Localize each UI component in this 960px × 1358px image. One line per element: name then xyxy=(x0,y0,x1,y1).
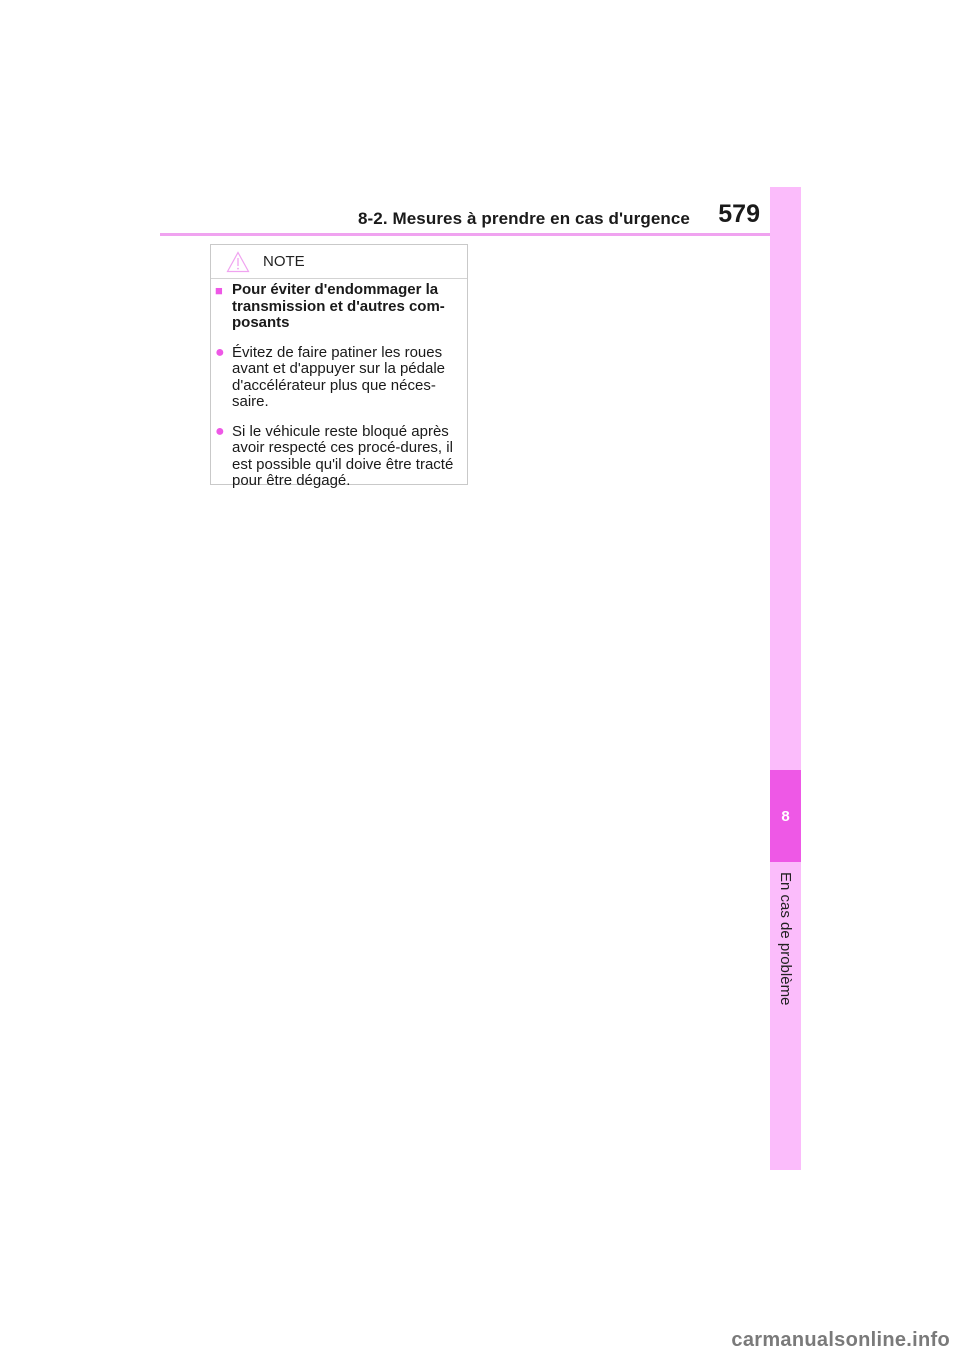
chapter-side-tab xyxy=(770,187,801,1170)
note-heading-text: Pour éviter d'endommager la transmission et d'autres com-posants xyxy=(232,281,445,331)
chapter-title: En cas de problème xyxy=(777,872,794,1006)
footer-watermark: carmanualsonline.info xyxy=(731,1329,950,1351)
note-body xyxy=(211,279,467,490)
note-box xyxy=(210,244,468,489)
page-number: 579 xyxy=(718,200,760,228)
warning-triangle-icon xyxy=(226,251,250,273)
square-bullet-icon: ■ xyxy=(215,283,223,298)
bullet-dot-icon: ● xyxy=(215,422,225,440)
note-heading xyxy=(215,282,461,332)
chapter-number-block xyxy=(770,770,801,862)
chapter-number: 8 xyxy=(781,807,790,825)
list-item-text: Évitez de faire patiner les roues avant et d'appuyer sur la pédale d'accélérateur plus que néces-saire. xyxy=(232,343,446,410)
list-item xyxy=(215,345,461,411)
note-label: NOTE xyxy=(263,253,305,270)
page-header xyxy=(160,200,770,236)
bullet-dot-icon: ● xyxy=(215,343,225,361)
note-header xyxy=(211,245,467,279)
list-item xyxy=(215,424,461,490)
section-title: 8-2. Mesures à prendre en cas d'urgence xyxy=(357,209,690,228)
list-item-text: Si le véhicule reste bloqué après avoir respecté ces procé-dures, il est possible qu'il doive être tracté pour être dégagé. xyxy=(232,422,454,489)
